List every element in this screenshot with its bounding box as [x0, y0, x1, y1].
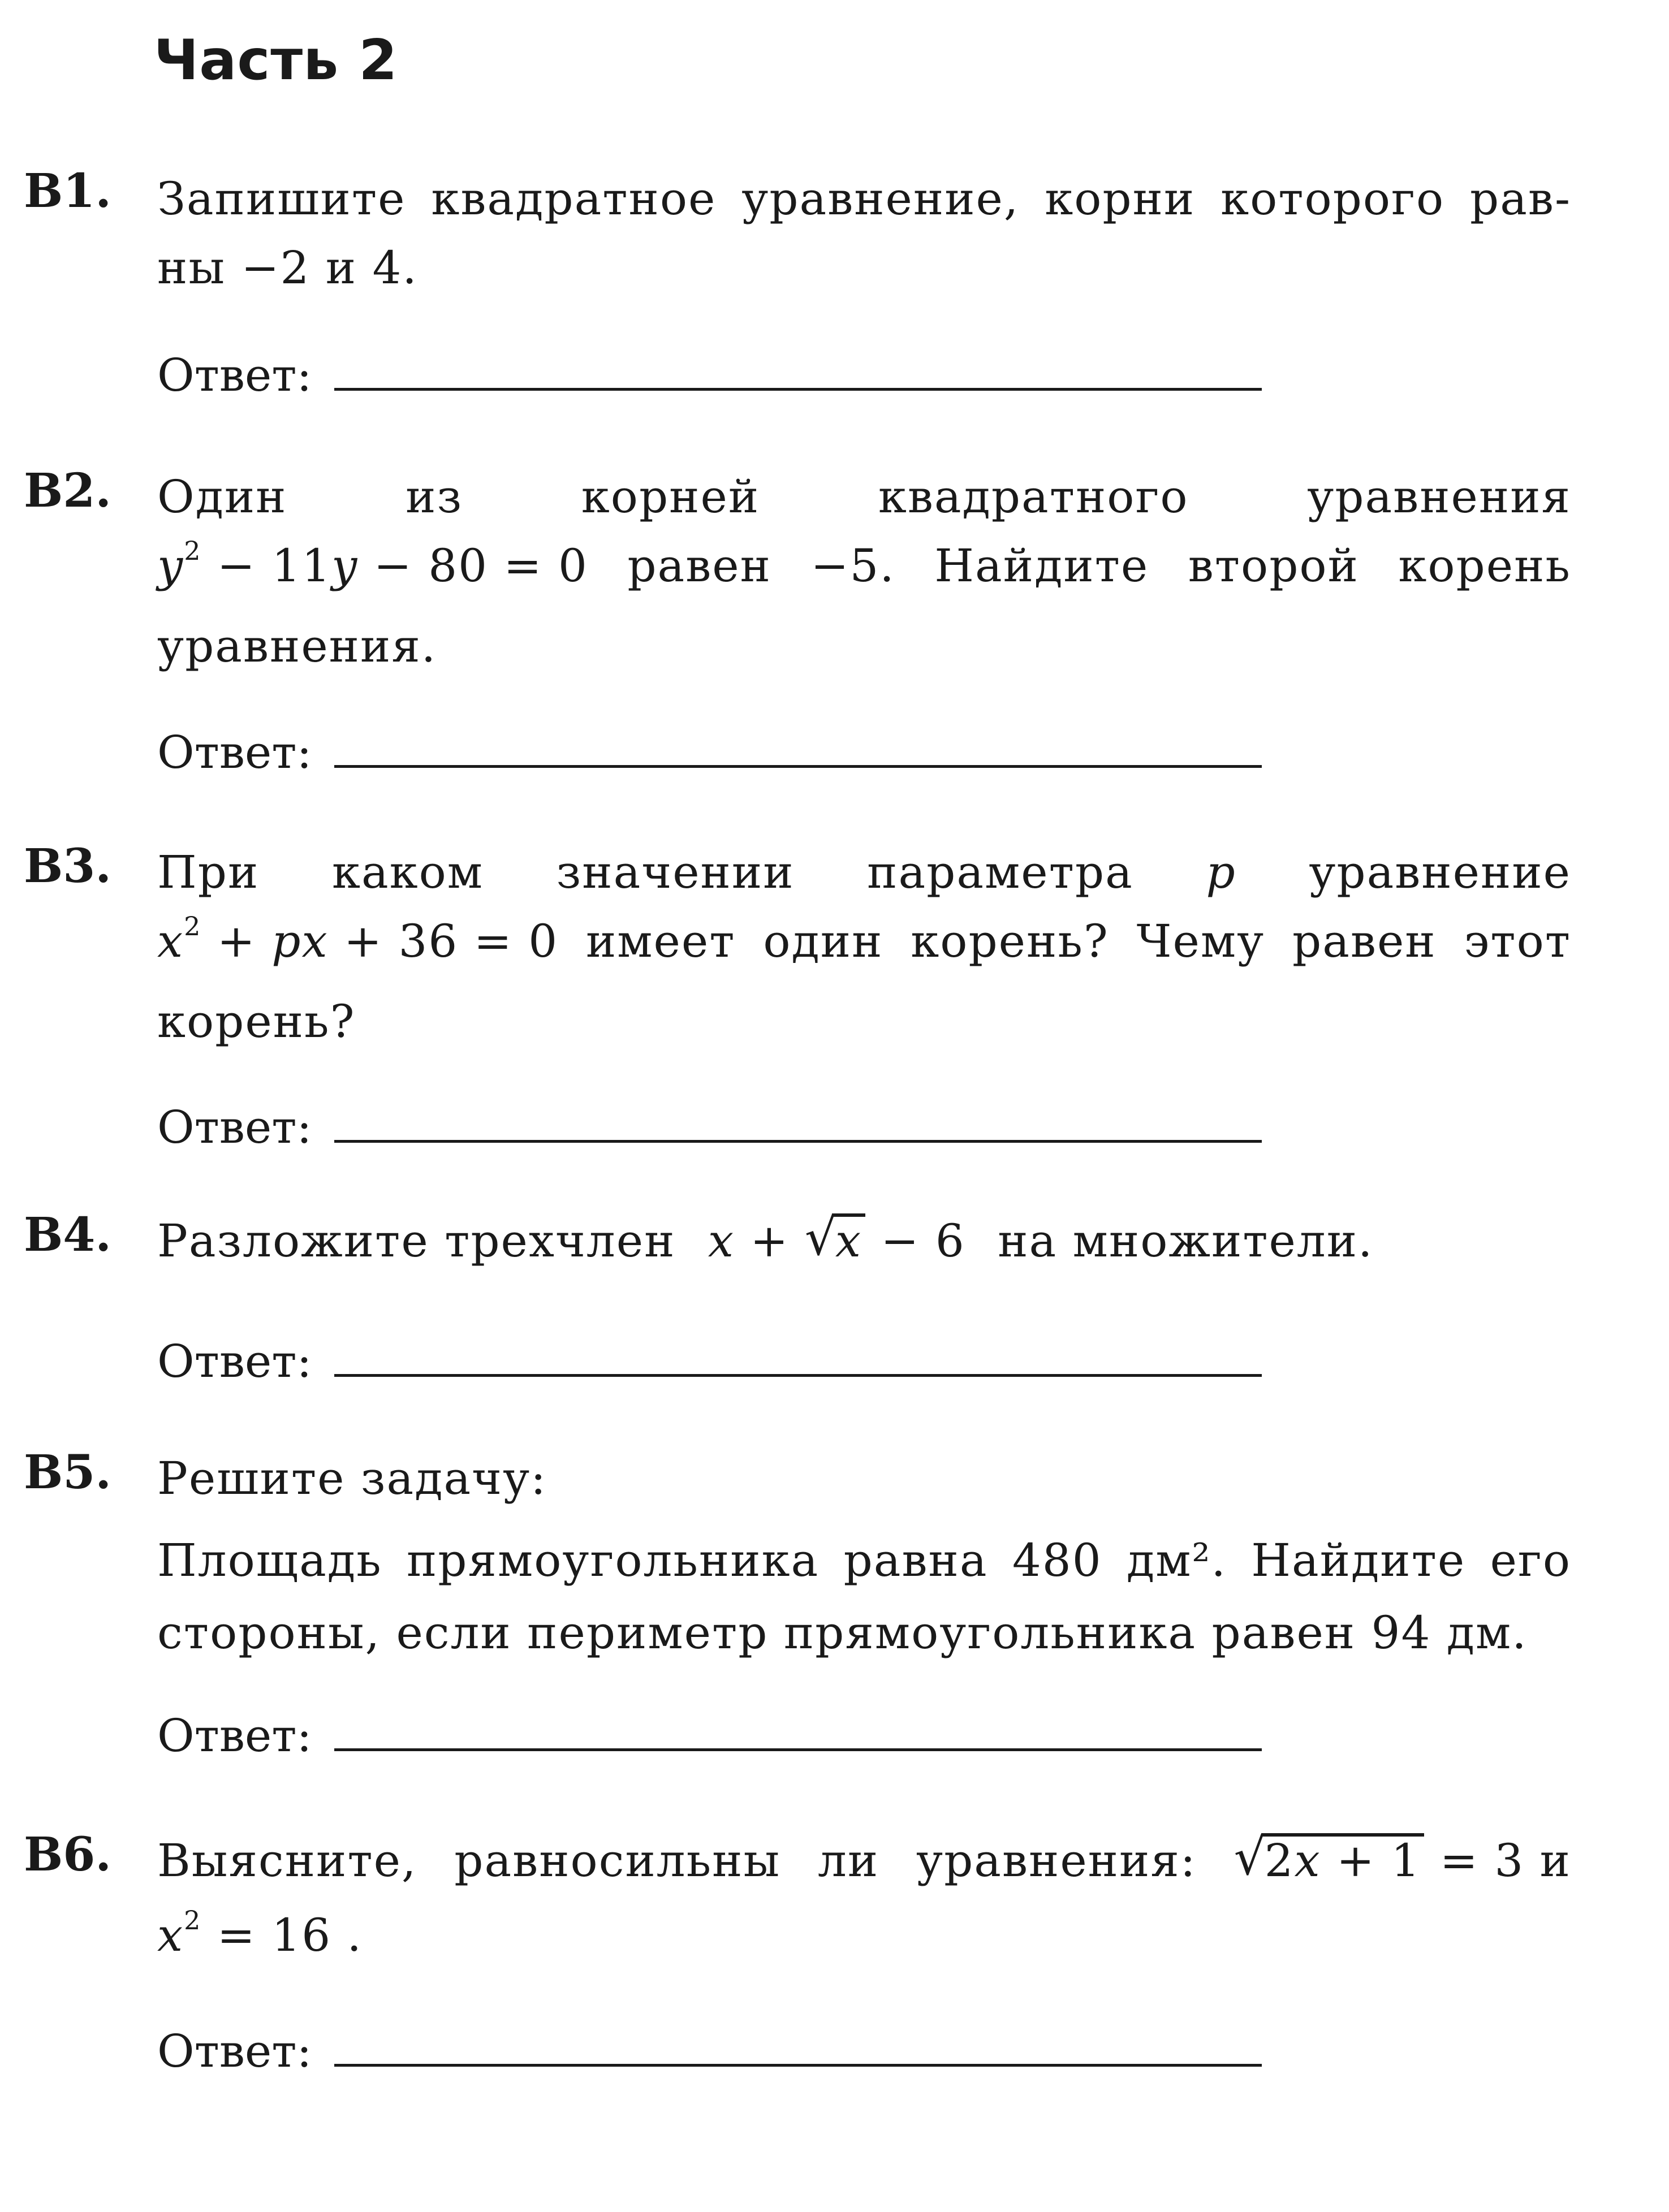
answer-input[interactable]: [334, 2013, 1262, 2067]
answer-label: Ответ:: [157, 726, 312, 779]
problem-text-line: Запишите квадратное уравнение, корни которого рав-: [157, 172, 1571, 225]
problem-text-line: Выясните, равносильны ли уравнения: √ 2x + 1 = 3 и: [157, 1826, 1571, 1895]
problem-text-line: $x^2$ + px + 36 = 0 имеет один корень? Чему равен этот: [157, 907, 1571, 974]
answer-row-b1: [157, 337, 1262, 404]
problem-text-line: уравнения.: [157, 620, 437, 672]
answer-input[interactable]: [334, 1323, 1262, 1377]
problem-text-line: При каком значении параметра p уравнение: [157, 846, 1571, 898]
answer-row-b6: [157, 2013, 1262, 2080]
problem-text-line: $y^2 - 11y - 80 = 0$ равен −5. Найдите второй корень: [157, 532, 1571, 598]
answer-input[interactable]: [334, 1089, 1262, 1143]
page-title: Часть 2: [154, 28, 398, 93]
answer-label: Ответ:: [157, 349, 312, 401]
problem-number: B5.: [24, 1445, 111, 1500]
answer-input[interactable]: [334, 1697, 1262, 1751]
expression: x + √ x − 6: [708, 1215, 965, 1267]
problem-text: [157, 838, 1571, 1056]
equation: $y^2 - 11y - 80 = 0$: [157, 535, 588, 592]
equation: √ 2x + 1 = 3 и: [1234, 1826, 1571, 1895]
answer-label: Ответ:: [157, 2025, 312, 2077]
sqrt-symbol: √ x: [805, 1207, 865, 1276]
answer-label: Ответ:: [157, 1709, 312, 1762]
problem-text: Разложите трехчлен x + √ x − 6 на множители.: [157, 1207, 1571, 1276]
problem-number: B1.: [24, 164, 111, 218]
problem-text-line: Решите задачу:: [157, 1452, 547, 1505]
equation: $x^2$ + px + 36 = 0: [157, 911, 559, 967]
problem-text-line: [157, 1901, 1571, 1970]
answer-label: Ответ:: [157, 1101, 312, 1153]
answer-label: Ответ:: [157, 1335, 312, 1388]
problem-text-line: корень?: [157, 995, 356, 1048]
problem-number: B3.: [24, 839, 111, 893]
answer-input[interactable]: [334, 337, 1262, 391]
problem-number: B2.: [24, 464, 111, 518]
problem-number: B6.: [24, 1828, 111, 1882]
problem-text-body: Площадь прямоугольника равна 480 дм². Найдите его стороны, если периметр прямоугольника равен 94 дм.: [157, 1534, 1571, 1659]
problem-text-line: ны −2 и 4.: [157, 241, 418, 294]
problem-text: [157, 1444, 1571, 1669]
problem-text-line: Один из корней квадратного уравнения: [157, 470, 1571, 523]
answer-row-b2: [157, 714, 1262, 781]
sqrt-symbol: √ 2x + 1: [1234, 1826, 1425, 1895]
problem-number: B4.: [24, 1208, 111, 1262]
problem-text: [157, 1826, 1571, 1970]
answer-row-b3: [157, 1089, 1262, 1156]
answer-row-b5: [157, 1697, 1262, 1764]
answer-row-b4: [157, 1323, 1262, 1390]
answer-input[interactable]: [334, 714, 1262, 768]
problem-text: [157, 163, 1571, 304]
problem-text: [157, 463, 1571, 681]
equation: $x^2 = 16$ .: [157, 1905, 363, 1962]
